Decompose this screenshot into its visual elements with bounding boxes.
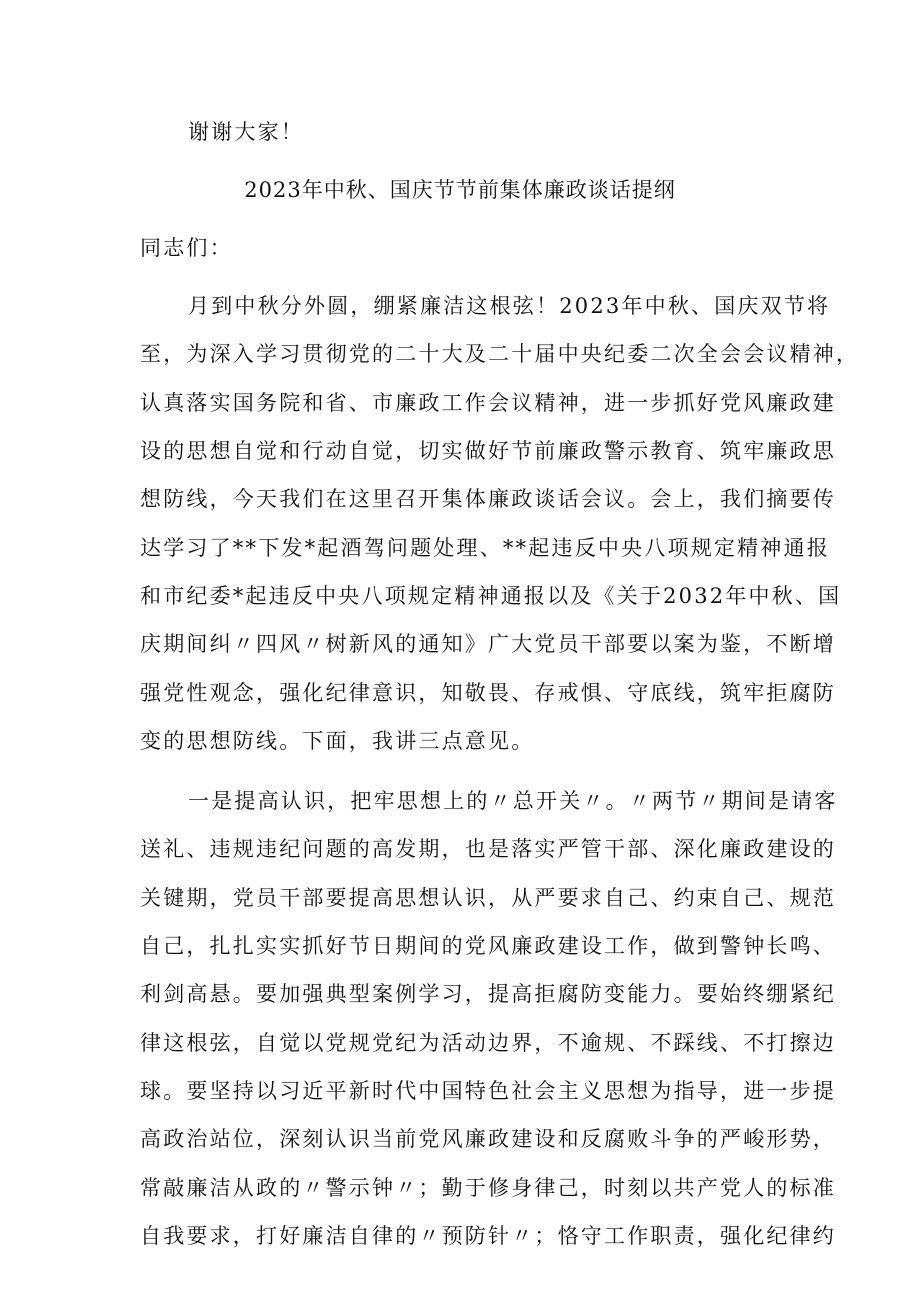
- paragraph-2-line: 关键期，党员干部要提高思想认识，从严要求自己、约束自己、规范: [140, 886, 836, 910]
- paragraph-2-line: 一是提高认识，把牢思想上的〃总开关〃。〃两节〃期间是请客: [188, 789, 838, 813]
- paragraph-1-line: 设的思想自觉和行动自觉，切实做好节前廉政警示教育、筑牢廉政思: [140, 439, 836, 463]
- paragraph-2-line: 送礼、违规违纪问题的高发期，也是落实严管干部、深化廉政建设的: [140, 837, 836, 861]
- paragraph-1-line: 认真落实国务院和省、市廉政工作会议精神，进一步抓好党风廉政建: [140, 391, 836, 415]
- paragraph-1-line: 至，为深入学习贯彻党的二十大及二十届中央纪委二次全会会议精神，: [140, 342, 860, 366]
- paragraph-2-line: 自己，扎扎实实抓好节日期间的党风廉政建设工作，做到警钟长鸣、: [140, 934, 836, 958]
- paragraph-1-line: 达学习了**下发*起酒驾问题处理、**起违反中央八项规定精神通报: [140, 536, 830, 560]
- paragraph-1-line: 庆期间纠〃四风〃树新风的通知》广大党员干部要以案为鉴，不断增: [140, 632, 836, 656]
- paragraph-2-line: 高政治站位，深刻认识当前党风廉政建设和反腐败斗争的严峻形势，: [140, 1127, 836, 1151]
- paragraph-1-line: 变的思想防线。下面，我讲三点意见。: [140, 729, 535, 753]
- paragraph-2-line: 利剑高悬。要加强典型案例学习，提高拒腐防变能力。要始终绷紧纪: [140, 982, 836, 1006]
- paragraph-1-line: 强党性观念，强化纪律意识，知敬畏、存戒惧、守底线，筑牢拒腐防: [140, 681, 836, 705]
- paragraph-1-line: 月到中秋分外圆，绷紧廉洁这根弦！2023年中秋、国庆双节将: [188, 294, 831, 318]
- paragraph-2-line: 自我要求，打好廉洁自律的〃预防针〃；恪守工作职责，强化纪律约: [140, 1224, 836, 1248]
- paragraph-1-line: 想防线，今天我们在这里召开集体廉政谈话会议。会上，我们摘要传: [140, 487, 836, 511]
- salutation: 同志们：: [140, 236, 233, 260]
- closing-line: 谢谢大家！: [188, 120, 304, 144]
- paragraph-2-line: 常敲廉洁从政的〃警示钟〃；勤于修身律己，时刻以共产党人的标准: [140, 1176, 836, 1200]
- paragraph-1-line: 和市纪委*起违反中央八项规定精神通报以及《关于2032年中秋、国: [140, 584, 842, 608]
- paragraph-2-line: 球。要坚持以习近平新时代中国特色社会主义思想为指导，进一步提: [140, 1079, 836, 1103]
- document-title: 2023年中秋、国庆节节前集体廉政谈话提纲: [244, 178, 676, 202]
- paragraph-2-line: 律这根弦，自觉以党规党纪为活动边界，不逾规、不踩线、不打擦边: [140, 1031, 836, 1055]
